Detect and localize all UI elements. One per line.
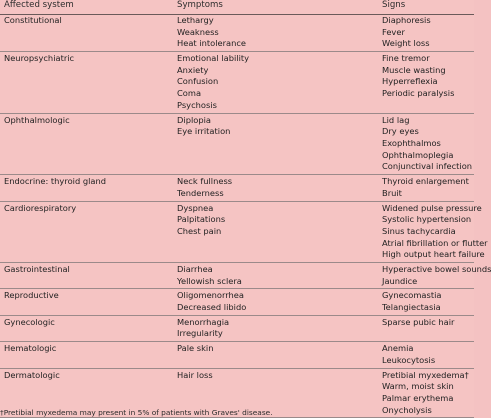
affected-system-cell xyxy=(4,370,60,382)
symptom-item: Pale skin xyxy=(177,343,214,354)
symptom-item: Diarrhea xyxy=(177,264,213,274)
sign-item: Sinus tachycardia xyxy=(382,225,456,236)
affected-system-cell xyxy=(4,317,55,329)
footnote: †Pretibial myxedema may present in 5% of patients with Graves' disease. xyxy=(0,408,273,417)
symptom-item: Yellowish sclera xyxy=(177,275,242,286)
system-name: Dermatologic xyxy=(4,369,60,380)
system-name: Ophthalmologic xyxy=(4,114,70,125)
row-divider xyxy=(0,51,474,52)
sign-item: Diaphoresis xyxy=(382,15,431,25)
sign-item: Jaundice xyxy=(382,275,418,286)
symptom-item: Lethargy xyxy=(177,15,214,25)
affected-system-cell xyxy=(4,203,76,215)
signs-cell xyxy=(382,176,469,199)
system-name: Hematologic xyxy=(4,343,57,354)
symptom-item: Diplopia xyxy=(177,114,211,125)
sign-item: Ophthalmoplegia xyxy=(382,149,454,160)
system-name: Endocrine: thyroid gland xyxy=(4,176,107,187)
sign-item: Hyperreflexia xyxy=(382,76,438,87)
signs-cell xyxy=(382,115,472,173)
affected-system-cell xyxy=(4,15,62,27)
system-name: Reproductive xyxy=(4,290,59,301)
symptoms-cell xyxy=(177,264,242,287)
sign-item: Warm, moist skin xyxy=(382,381,454,392)
symptom-item: Irregularity xyxy=(177,328,223,339)
symptoms-cell xyxy=(177,317,229,340)
system-name: Constitutional xyxy=(4,15,62,25)
sign-item: Weight loss xyxy=(382,38,430,49)
row-divider xyxy=(0,368,474,369)
affected-system-cell xyxy=(4,264,70,276)
sign-item: Hyperactive bowel sounds xyxy=(382,264,491,274)
signs-cell xyxy=(382,317,454,329)
signs-cell xyxy=(382,15,431,50)
affected-system-cell xyxy=(4,115,70,127)
symptoms-cell xyxy=(177,370,213,382)
header-affected-system: Affected system xyxy=(4,0,74,10)
symptom-item: Coma xyxy=(177,88,202,99)
symptom-item: Confusion xyxy=(177,76,219,87)
sign-item: Pretibial myxedema† xyxy=(382,369,469,380)
row-divider xyxy=(0,174,474,175)
symptom-item: Hair loss xyxy=(177,369,213,380)
signs-cell xyxy=(382,370,469,417)
header-symptoms: Symptoms xyxy=(177,0,223,10)
symptom-item: Emotional lability xyxy=(177,53,250,64)
row-divider xyxy=(0,341,474,342)
sign-item: Fever xyxy=(382,26,405,37)
symptom-item: Eye irritation xyxy=(177,126,231,137)
signs-cell xyxy=(382,53,454,100)
row-divider xyxy=(0,262,474,263)
symptoms-cell xyxy=(177,343,213,355)
symptoms-cell xyxy=(177,53,249,111)
sign-item: Atrial fibrillation or flutter xyxy=(382,237,488,248)
row-divider xyxy=(0,288,474,289)
symptom-item: Oligomenorrhea xyxy=(177,290,244,301)
sign-item: Dry eyes xyxy=(382,126,419,137)
sign-item: Thyroid enlargement xyxy=(382,176,469,187)
signs-cell xyxy=(382,290,441,313)
header-signs: Signs xyxy=(382,0,406,10)
sign-item: Gynecomastia xyxy=(382,290,442,301)
table-header xyxy=(0,0,474,15)
symptom-item: Neck fullness xyxy=(177,176,233,187)
symptom-item: Tenderness xyxy=(177,187,224,198)
sign-item: Muscle wasting xyxy=(382,64,446,75)
signs-cell xyxy=(382,343,435,366)
row-divider xyxy=(0,315,474,316)
sign-item: Leukocytosis xyxy=(382,354,436,365)
symptom-item: Weakness xyxy=(177,26,219,37)
affected-system-cell xyxy=(4,290,59,302)
sign-item: Anemia xyxy=(382,343,414,354)
sign-item: Conjunctival infection xyxy=(382,161,473,172)
symptom-item: Dyspnea xyxy=(177,202,214,213)
symptoms-cell xyxy=(177,290,246,313)
system-name: Neuropsychiatric xyxy=(4,53,75,64)
symptoms-cell xyxy=(177,15,246,50)
symptom-item: Heat intolerance xyxy=(177,38,247,49)
sign-item: Exophthalmos xyxy=(382,137,441,148)
sign-item: Widened pulse pressure xyxy=(382,202,482,213)
symptom-item: Palpitations xyxy=(177,214,226,225)
sign-item: Bruit xyxy=(382,187,402,198)
sign-item: High output heart failure xyxy=(382,249,485,260)
affected-system-cell xyxy=(4,176,106,188)
sign-item: Lid lag xyxy=(382,114,410,125)
system-name: Gastrointestinal xyxy=(4,264,70,274)
sign-item: Systolic hypertension xyxy=(382,214,472,225)
sign-item: Telangiectasia xyxy=(382,302,441,313)
sign-item: Fine tremor xyxy=(382,53,430,64)
signs-cell xyxy=(382,203,488,261)
affected-system-cell xyxy=(4,343,56,355)
symptoms-cell xyxy=(177,176,232,199)
system-name: Cardiorespiratory xyxy=(4,202,77,213)
row-divider xyxy=(0,201,474,202)
symptoms-cell xyxy=(177,203,225,238)
signs-cell xyxy=(382,264,491,287)
system-name: Gynecologic xyxy=(4,316,55,327)
symptom-item: Anxiety xyxy=(177,64,209,75)
affected-system-cell xyxy=(4,53,74,65)
symptom-item: Menorrhagia xyxy=(177,316,230,327)
sign-item: Periodic paralysis xyxy=(382,88,455,99)
symptom-item: Psychosis xyxy=(177,99,217,110)
symptom-item: Decreased libido xyxy=(177,302,247,313)
sign-item: Onycholysis xyxy=(382,404,432,415)
sign-item: Palmar erythema xyxy=(382,392,454,403)
sign-item: Sparse pubic hair xyxy=(382,316,455,327)
row-divider xyxy=(0,113,474,114)
symptoms-cell xyxy=(177,115,230,138)
symptom-item: Chest pain xyxy=(177,225,222,236)
